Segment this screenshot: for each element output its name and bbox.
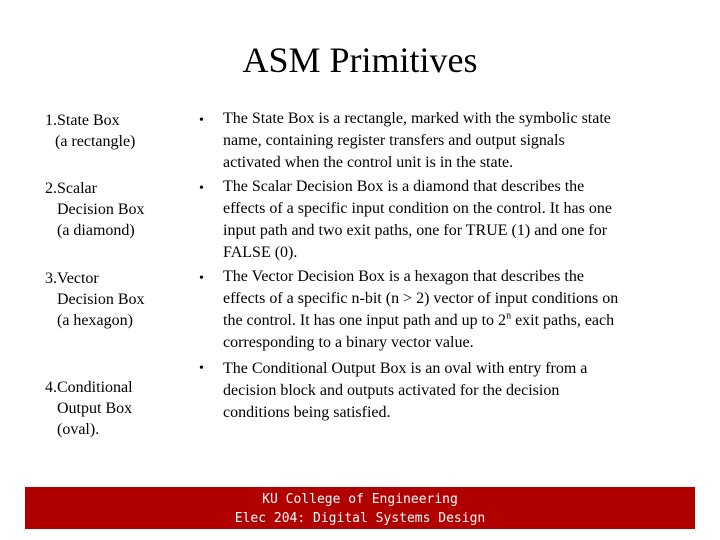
item-number: 3.	[45, 270, 57, 287]
description-line: effects of a specific input condition on the control. It has one	[223, 200, 612, 217]
description-state-box	[223, 108, 678, 174]
item-line: (a rectangle)	[55, 133, 136, 150]
description-line	[223, 310, 678, 332]
item-text	[57, 268, 185, 331]
footer-line-course: Elec 204: Digital Systems Design	[234, 511, 486, 526]
description-line: name, containing register transfers and output signals	[223, 132, 565, 149]
description-line: The Scalar Decision Box is a diamond that describes the	[223, 178, 585, 195]
item-line: Output Box	[57, 400, 133, 417]
description-line: The Conditional Output Box is an oval with entry from a	[223, 360, 588, 377]
description-conditional-output-box	[223, 358, 678, 424]
description-line: FALSE (0).	[223, 244, 298, 261]
item-text	[57, 377, 185, 440]
item-number: 2.	[45, 180, 57, 197]
left-item-conditional-output-box	[45, 377, 185, 440]
description-text: the control. It has one input path and up to 2	[223, 312, 507, 329]
bullet-icon: •	[199, 113, 204, 128]
left-item-scalar-decision-box	[45, 178, 185, 241]
item-number: 4.	[45, 379, 57, 396]
description-line: The State Box is a rectangle, marked with the symbolic state	[223, 110, 611, 127]
bullet-icon: •	[199, 271, 204, 286]
bullet-icon: •	[199, 181, 204, 196]
left-item-vector-decision-box	[45, 268, 185, 331]
description-line: corresponding to a binary vector value.	[223, 334, 474, 351]
item-line: (oval).	[57, 421, 100, 438]
item-line: (a hexagon)	[57, 312, 133, 329]
item-line: Decision Box	[57, 201, 145, 218]
item-line: Decision Box	[57, 291, 145, 308]
footer-line-college: KU College of Engineering	[262, 492, 458, 507]
description-text: exit paths, each	[511, 312, 615, 329]
bullet-icon: •	[199, 361, 204, 376]
description-vector-decision-box	[223, 266, 678, 354]
item-line: Conditional	[57, 379, 133, 396]
superscript-n: n	[506, 310, 512, 322]
left-item-state-box	[45, 110, 185, 152]
item-number: 1.	[45, 112, 57, 129]
item-line: Scalar	[57, 180, 97, 197]
item-line: Vector	[57, 270, 99, 287]
slide-title: ASM Primitives	[242, 40, 478, 80]
description-line: conditions being satisfied.	[223, 404, 391, 421]
description-line: activated when the control unit is in the state.	[223, 154, 514, 171]
footer-banner	[25, 487, 695, 529]
item-line: (a diamond)	[57, 222, 135, 239]
item-text	[57, 110, 185, 152]
description-line: The Vector Decision Box is a hexagon that describes the	[223, 268, 584, 285]
item-text	[57, 178, 185, 241]
description-line: effects of a specific n-bit (n > 2) vector of input conditions on	[223, 290, 619, 307]
description-line: decision block and outputs activated for the decision	[223, 382, 560, 399]
description-scalar-decision-box	[223, 176, 678, 264]
item-line: State Box	[57, 112, 120, 129]
description-line: input path and two exit paths, one for TRUE (1) and one for	[223, 222, 608, 239]
